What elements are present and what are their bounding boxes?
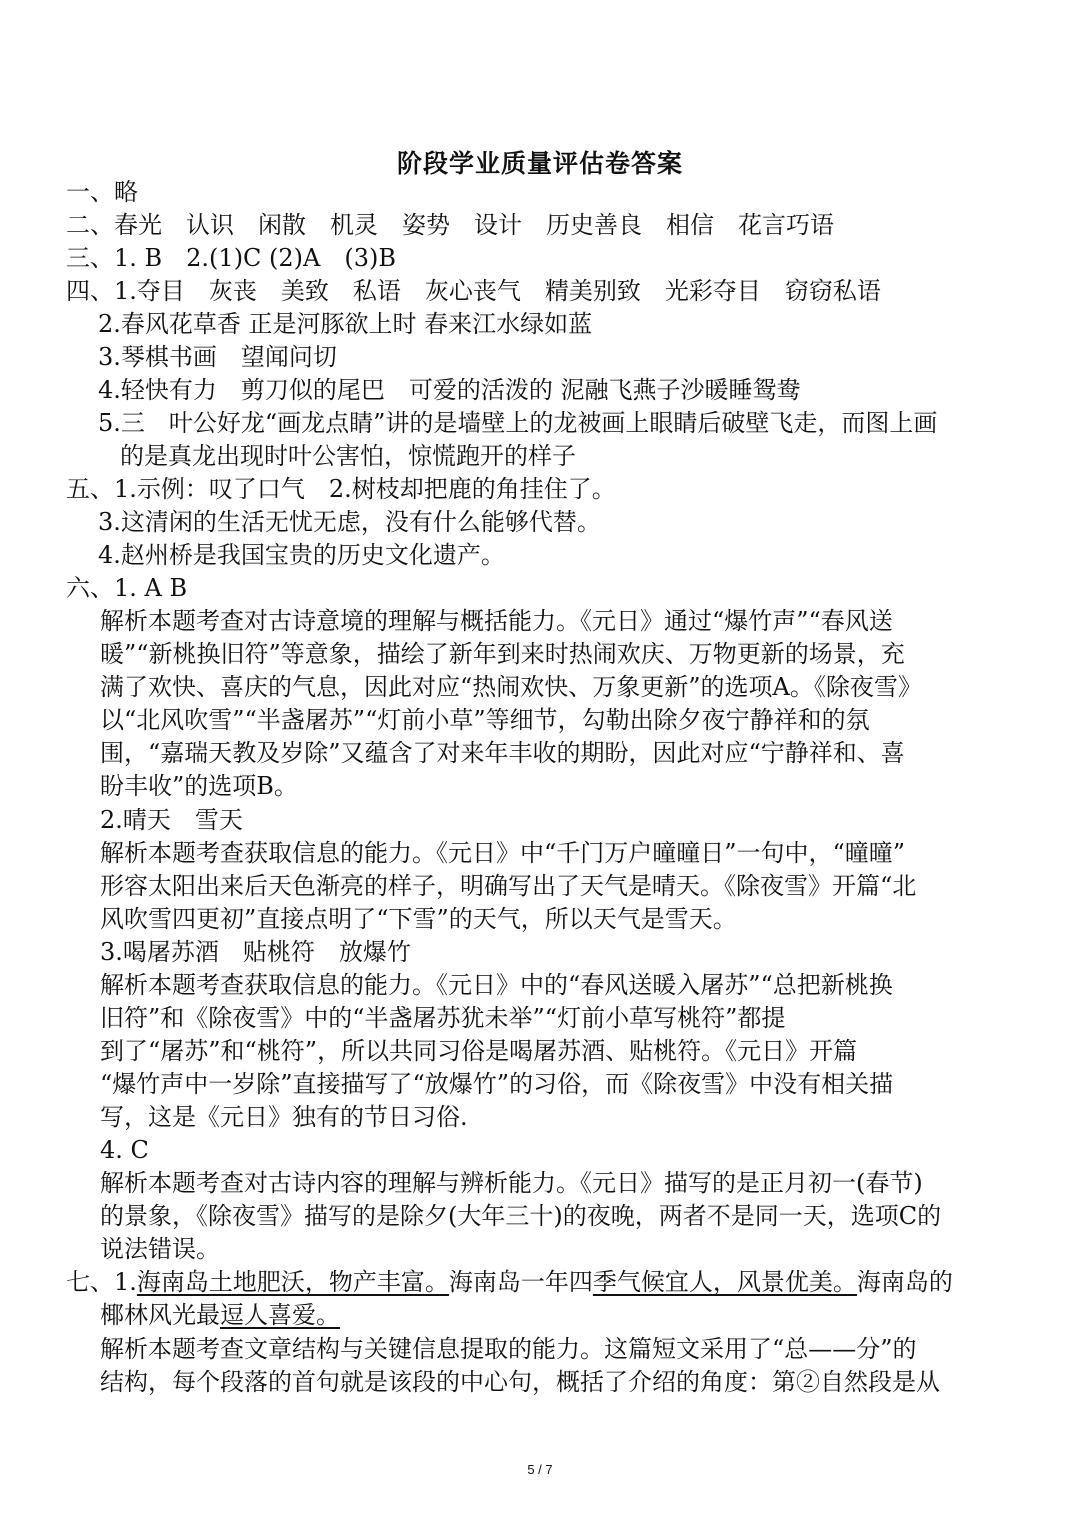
text-line: 暖”“新桃换旧符”等意象，描绘了新年到来时热闹欢庆、万物更新的场景，充	[100, 640, 905, 668]
text-line: 3.喝屠苏酒 贴桃符 放爆竹	[100, 938, 411, 966]
q7-underlined-sentence: 季气候宜人，风景优美。	[592, 1268, 857, 1296]
text-line: 4.赵州桥是我国宝贵的历史文化遗产。	[98, 541, 505, 569]
text-line: “爆竹声中一岁除”直接描写了“放爆竹”的习俗，而《除夜雪》中没有相关描	[100, 1070, 894, 1098]
text-line: 的景象，《除夜雪》描写的是除夕(大年三十)的夜晚，两者不是同一天，选项C的	[100, 1202, 942, 1230]
text-line: 3.琴棋书画 望闻问切	[98, 343, 337, 371]
text-line: 2.晴天 雪天	[100, 806, 243, 834]
q7-text: 椰林风光最	[100, 1301, 220, 1329]
text-line: 四、1.夺目 灰丧 美致 私语 灰心丧气 精美别致 光彩夺目 窃窃私语	[66, 277, 881, 305]
text-line: 六、1. A B	[66, 574, 188, 602]
text-line: 满了欢快、喜庆的气息，因此对应“热闹欢快、万象更新”的选项A。《除夜雪》	[100, 673, 922, 701]
q7-text: 海南岛的	[856, 1268, 953, 1296]
text-line: 围，“嘉瑞天教及岁除”又蕴含了对来年丰收的期盼，因此对应“宁静祥和、喜	[100, 739, 905, 767]
text-line: 二、春光 认识 闲散 机灵 姿势 设计 历史善良 相信 花言巧语	[66, 211, 834, 239]
text-line: 写，这是《元日》独有的节日习俗.	[100, 1103, 468, 1131]
text-line: 4. C	[100, 1136, 149, 1164]
text-line: 三、1. B 2.(1)C (2)A (3)B	[66, 244, 397, 272]
text-line: 结构，每个段落的首句就是该段的中心句，概括了介绍的角度：第②自然段是从	[100, 1368, 940, 1396]
text-line: 形容太阳出来后天色渐亮的样子，明确写出了天气是晴天。《除夜雪》开篇“北	[100, 872, 917, 900]
text-line: 4.轻快有力 剪刀似的尾巴 可爱的活泼的 泥融飞燕子沙暖睡鸳鸯	[98, 376, 801, 404]
text-line: 2.春风花草香 正是河豚欲上时 春来江水绿如蓝	[98, 310, 593, 338]
text-line: 旧符”和《除夜雪》中的“半盏屠苏犹未举”“灯前小草写桃符”都提	[100, 1004, 786, 1032]
text-line: 到了“屠苏”和“桃符”，所以共同习俗是喝屠苏酒、贴桃符。《元日》开篇	[100, 1037, 858, 1065]
text-line: 解析本题考查文章结构与关键信息提取的能力。这篇短文采用了“总——分”的	[100, 1335, 917, 1363]
text-line: 一、略	[66, 178, 138, 206]
page-number: 5 / 7	[527, 1462, 553, 1477]
q7-underlined-sentence: 海南岛土地肥沃，物产丰富。	[136, 1268, 449, 1296]
text-line: 解析本题考查对古诗内容的理解与辨析能力。《元日》描写的是正月初一(春节)	[100, 1169, 923, 1197]
q7-underlined-sentence: 逗人喜爱。	[220, 1301, 340, 1329]
text-line: 5.三 叶公好龙“画龙点睛”讲的是墙壁上的龙被画上眼睛后破壁飞走，而图上画	[98, 409, 938, 437]
text-line: 的是真龙出现时叶公害怕，惊慌跑开的样子	[120, 442, 576, 470]
text-line: 解析本题考查获取信息的能力。《元日》中“千门万户曈曈日”一句中，“曈曈”	[100, 839, 906, 867]
text-line: 解析本题考查获取信息的能力。《元日》中的“春风送暖入屠苏”“总把新桃换	[100, 971, 893, 999]
q7-answer-line-2	[100, 1299, 340, 1332]
text-line: 3.这清闲的生活无忧无虑，没有什么能够代替。	[98, 508, 601, 536]
text-line: 以“北风吹雪”“半盏屠苏”“灯前小草”等细节，勾勒出除夕夜宁静祥和的氛	[100, 706, 870, 734]
text-line: 说法错误。	[100, 1235, 220, 1263]
q7-answer-line-1	[66, 1266, 953, 1299]
q7-text: 海南岛一年四	[448, 1268, 593, 1296]
page-title: 阶段学业质量评估卷答案	[396, 149, 683, 178]
q7-label: 七、1.	[66, 1268, 137, 1296]
text-line: 解析本题考查对古诗意境的理解与概括能力。《元日》通过“爆竹声”“春风送	[100, 607, 893, 635]
text-line: 盼丰收”的选项B。	[100, 772, 298, 800]
text-line: 五、1.示例：叹了口气 2.树枝却把鹿的角挂住了。	[66, 475, 616, 503]
text-line: 风吹雪四更初”直接点明了“下雪”的天气，所以天气是雪天。	[100, 905, 737, 933]
